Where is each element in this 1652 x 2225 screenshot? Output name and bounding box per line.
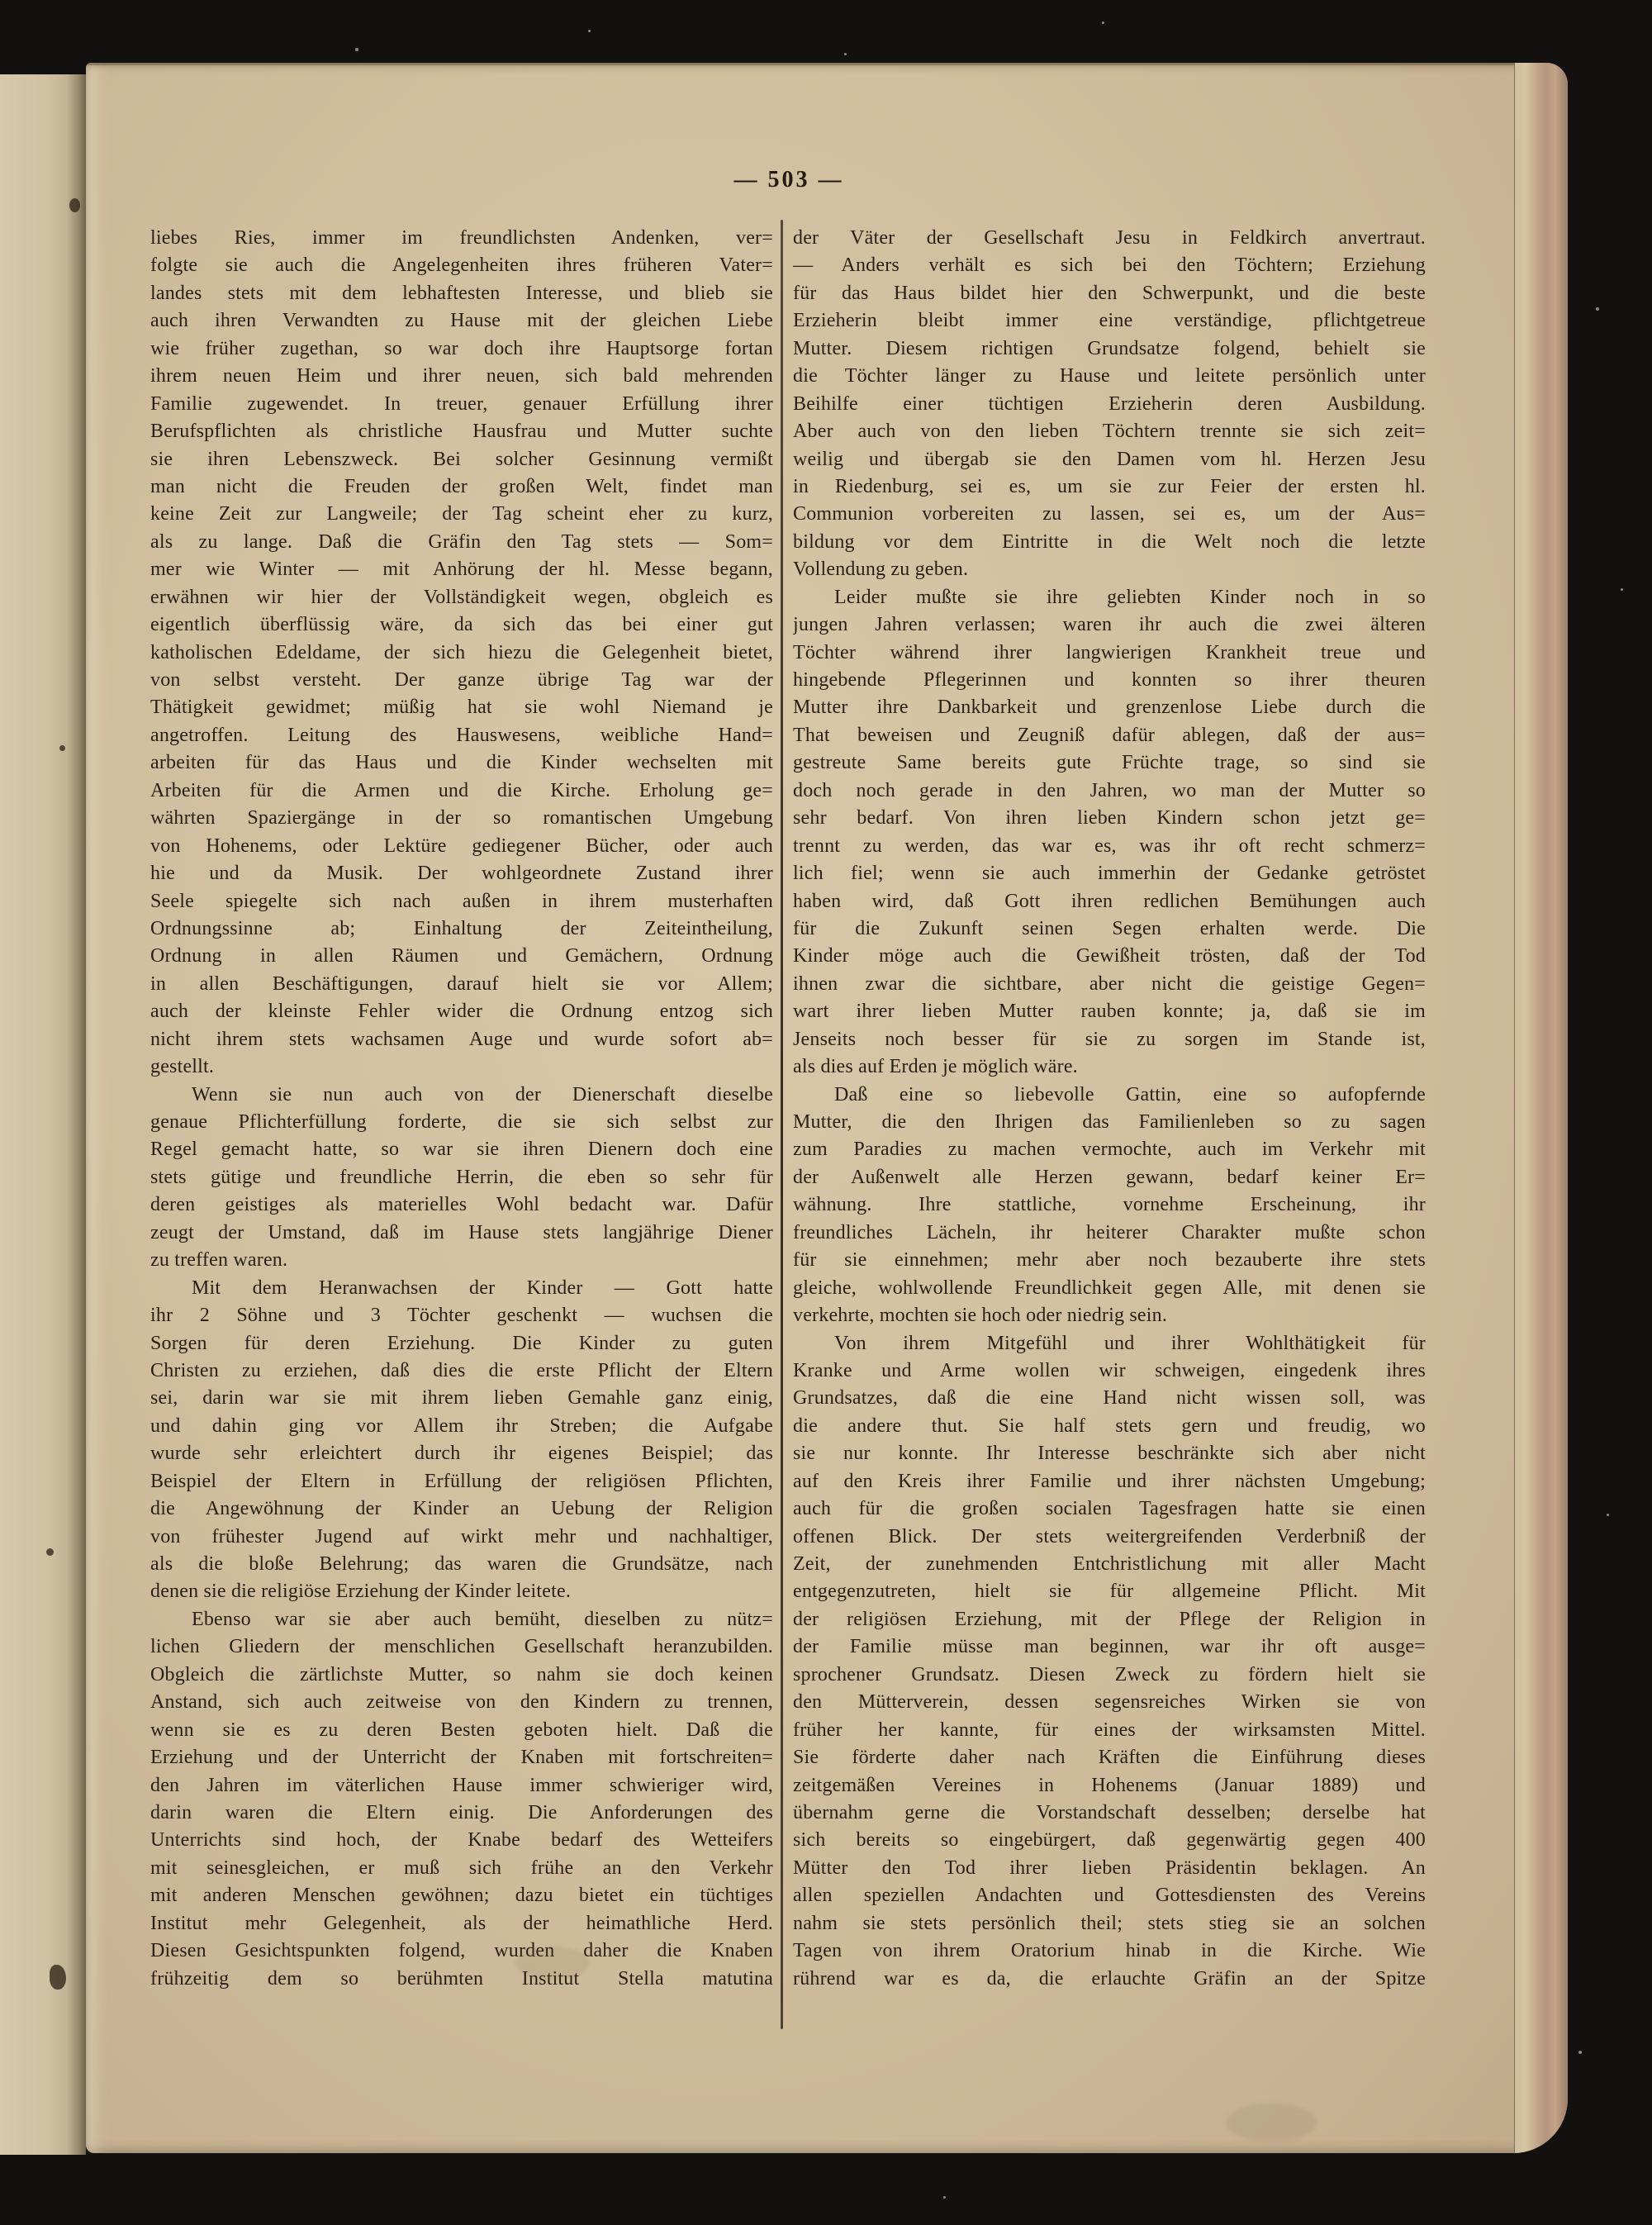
- text-line: von selbst versteht. Der ganze übrige Tag war der: [150, 669, 773, 691]
- text-line: Mutter. Diesem richtigen Grundsatze folgend, behielt sie: [793, 337, 1426, 359]
- text-line: sei, darin war sie mit ihrem lieben Gemahle ganz einig,: [150, 1387, 773, 1410]
- text-line: ihrem neuen Heim und ihrer neuen, sich bald mehrenden: [150, 365, 773, 387]
- text-line: Grundsatzes, daß die eine Hand nicht wissen soll, was: [793, 1387, 1426, 1410]
- dust-speck: [1578, 2051, 1582, 2054]
- text-line: Wenn sie nun auch von der Dienerschaft dieselbe: [192, 1083, 773, 1105]
- text-line: Mit dem Heranwachsen der Kinder — Gott hatte: [192, 1277, 773, 1299]
- text-line: Anstand, sich auch zeitweise von den Kindern zu trennen,: [150, 1691, 773, 1714]
- text-line: bildung vor dem Eintritte in die Welt noch die letzte: [793, 530, 1426, 553]
- dust-speck: [1596, 307, 1599, 311]
- text-line: Mutter, die den Ihrigen das Familienleben so zu sagen: [793, 1111, 1426, 1133]
- text-line: mit seinesgleichen, er muß sich frühe an den Verkehr: [150, 1857, 773, 1879]
- dust-speck: [1607, 1514, 1609, 1516]
- text-line: arbeiten für das Haus und die Kinder wechselten mit: [150, 752, 773, 774]
- text-line: weilig und übergab sie den Damen vom hl. Herzen Jesu: [793, 448, 1426, 470]
- text-line: — Anders verhält es sich bei den Töchtern; Erziehung: [793, 254, 1426, 277]
- text-line: angetroffen. Leitung des Hauswesens, weibliche Hand=: [150, 724, 773, 746]
- text-line: katholischen Edeldame, der sich hiezu die Gelegenheit bietet,: [150, 641, 773, 663]
- text-line: hie und da Musik. Der wohlgeordnete Zustand ihrer: [150, 863, 773, 885]
- text-line: zeitgemäßen Vereines in Hohenems (Januar 1889) und: [793, 1774, 1426, 1796]
- text-line: als die bloße Belehrung; das waren die Grundsätze, nach: [150, 1553, 773, 1575]
- page-top-edge: [86, 63, 1568, 65]
- facing-page-edge: [0, 74, 86, 2155]
- text-line: Jenseits noch besser für sie zu sorgen im Stande ist,: [793, 1028, 1426, 1050]
- text-line: allen speziellen Andachten und Gottesdiensten des Vereins: [793, 1885, 1426, 1907]
- text-line: Unterrichts sind hoch, der Knabe bedarf des Wetteifers: [150, 1829, 773, 1852]
- text-line: Diesen Gesichtspunkten folgend, wurden daher die Knaben: [150, 1940, 773, 1962]
- text-line: zu treffen waren.: [150, 1249, 288, 1272]
- text-line: denen sie die religiöse Erziehung der Kinder leitete.: [150, 1581, 572, 1603]
- text-line: wurde sehr erleichtert durch ihr eigenes Beispiel; das: [150, 1443, 773, 1465]
- text-line: deren geistiges als materielles Wohl bedacht war. Dafür: [150, 1194, 773, 1216]
- text-line: der Familie müsse man beginnen, war ihr oft ausge=: [793, 1636, 1426, 1658]
- text-line: zum Paradies zu machen vermochte, auch im Verkehr mit: [793, 1139, 1426, 1161]
- page-blemish: [59, 745, 65, 751]
- text-line: der religiösen Erziehung, mit der Pflege der Religion in: [793, 1608, 1426, 1630]
- text-line: Tagen von ihrem Oratorium hinab in die Kirche. Wie: [793, 1940, 1426, 1962]
- text-line: gestellt.: [150, 1056, 215, 1078]
- text-line: als zu lange. Daß die Gräfin den Tag stets — Som=: [150, 530, 773, 553]
- text-line: Erzieherin bleibt immer eine verständige, pflichtgetreue: [793, 310, 1426, 332]
- text-line: Beihilfe einer tüchtigen Erzieherin deren Ausbildung.: [793, 392, 1426, 415]
- text-line: frühzeitig dem so berühmten Institut Stella matutina: [150, 1967, 773, 1990]
- text-line: Institut mehr Gelegenheit, als der heimathliche Herd.: [150, 1912, 773, 1934]
- text-line: als dies auf Erden je möglich wäre.: [793, 1056, 1078, 1078]
- text-line: Von ihrem Mitgefühl und ihrer Wohlthätigkeit für: [834, 1332, 1426, 1354]
- text-line: offenen Blick. Der stets weitergreifenden Verderbniß der: [793, 1525, 1426, 1548]
- text-line: liebes Ries, immer im freundlichsten Andenken, ver=: [150, 227, 773, 249]
- text-line: auf den Kreis ihrer Familie und ihrer nächsten Umgebung;: [793, 1470, 1426, 1492]
- page-blemish: [46, 1548, 54, 1556]
- text-line: übernahm gerne die Vorstandschaft desselben; derselbe hat: [793, 1801, 1426, 1823]
- text-line: nahm sie stets persönlich theil; stets stieg sie an solchen: [793, 1912, 1426, 1934]
- text-line: nicht ihrem stets wachsamen Auge und wurde sofort ab=: [150, 1028, 773, 1050]
- dust-speck: [588, 30, 591, 32]
- text-line: und dahin ging vor Allem ihr Streben; die Aufgabe: [150, 1414, 773, 1437]
- text-line: für die Zukunft seinen Segen erhalten werde. Die: [793, 917, 1426, 939]
- text-line: sehr bedarf. Von ihren lieben Kindern schon jetzt ge=: [793, 807, 1426, 830]
- text-line: Zeit, der zunehmenden Entchristlichung mit aller Macht: [793, 1553, 1426, 1575]
- text-line: ihr 2 Söhne und 3 Töchter geschenkt — wuchsen die: [150, 1305, 773, 1327]
- text-line: auch ihren Verwandten zu Hause mit der gleichen Liebe: [150, 310, 773, 332]
- text-line: gleiche, wohlwollende Freundlichkeit gegen Alle, mit denen sie: [793, 1277, 1426, 1299]
- text-line: wähnung. Ihre stattliche, vornehme Erscheinung, ihr: [793, 1194, 1426, 1216]
- text-line: mit anderen Menschen gewöhnen; dazu bietet ein tüchtiges: [150, 1885, 773, 1907]
- text-line: verkehrte, mochten sie hoch oder niedrig sein.: [793, 1305, 1168, 1327]
- text-line: von frühester Jugend auf wirkt mehr und nachhaltiger,: [150, 1525, 773, 1548]
- text-line: währten Spaziergänge in der so romantischen Umgebung: [150, 807, 773, 830]
- dust-speck: [355, 48, 358, 51]
- right-column: [793, 225, 1426, 1993]
- book-page: [86, 63, 1568, 2153]
- page-number: — 503 —: [733, 167, 844, 193]
- text-line: stets gütige und freundliche Herrin, die eben so sehr für: [150, 1166, 773, 1188]
- text-line: freundliches Lächeln, ihr heiterer Charakter mußte schon: [793, 1221, 1426, 1243]
- text-line: Erziehung und der Unterricht der Knaben mit fortschreiten=: [150, 1747, 773, 1769]
- text-line: That beweisen und Zeugniß dafür ablegen, daß der aus=: [793, 724, 1426, 746]
- page-edge-stack: [1514, 63, 1568, 2153]
- text-line: früher her kannte, für eines der wirksamsten Mittel.: [793, 1719, 1426, 1741]
- text-line: lichen Gliedern der menschlichen Gesellschaft heranzubilden.: [150, 1636, 773, 1658]
- text-line: Beispiel der Eltern in Erfüllung der religiösen Pflichten,: [150, 1470, 773, 1492]
- text-line: entgegenzutreten, hielt sie für allgemeine Pflicht. Mit: [793, 1581, 1426, 1603]
- text-line: für das Haus bildet hier den Schwerpunkt, und die beste: [793, 282, 1426, 304]
- text-line: darin waren die Eltern einig. Die Anforderungen des: [150, 1801, 773, 1823]
- text-line: für sie einnehmen; mehr aber noch bezauberte ihre stets: [793, 1249, 1426, 1272]
- text-line: Regel gemacht hatte, so war sie ihren Dienern doch eine: [150, 1139, 773, 1161]
- dust-speck: [1102, 21, 1104, 24]
- text-line: rührend war es da, die erlauchte Gräfin an der Spitze: [793, 1967, 1426, 1990]
- text-line: Communion vorbereiten zu lassen, sei es, um der Aus=: [793, 503, 1426, 525]
- paper-stain: [515, 1947, 590, 1980]
- text-line: trennt zu werden, das war es, was ihr oft recht schmerz=: [793, 834, 1426, 857]
- text-line: keine Zeit zur Langweile; der Tag scheint eher zu kurz,: [150, 503, 773, 525]
- text-line: wart ihrer lieben Mutter rauben konnte; ja, daß sie im: [793, 1001, 1426, 1023]
- text-line: Obgleich die zärtlichste Mutter, so nahm sie doch keinen: [150, 1663, 773, 1685]
- text-line: Arbeiten für die Armen und die Kirche. Erholung ge=: [150, 779, 773, 801]
- text-line: genaue Pflichterfüllung forderte, die sie sich selbst zur: [150, 1111, 773, 1133]
- text-line: Seele spiegelte sich nach außen in ihrem musterhaften: [150, 890, 773, 912]
- left-column: [150, 225, 773, 1993]
- page-blemish: [50, 1965, 66, 1990]
- text-line: Ordnung in allen Räumen und Gemächern, Ordnung: [150, 945, 773, 967]
- dust-speck: [1621, 588, 1623, 591]
- dust-speck: [943, 2196, 946, 2199]
- text-line: die Töchter länger zu Hause und leitete persönlich unter: [793, 365, 1426, 387]
- text-line: Mutter ihre Dankbarkeit und grenzenlose Liebe durch die: [793, 697, 1426, 719]
- text-line: Familie zugewendet. In treuer, genauer Erfüllung ihrer: [150, 392, 773, 415]
- paper-stain: [1226, 2104, 1317, 2142]
- text-line: sprochener Grundsatz. Diesen Zweck zu fördern hielt sie: [793, 1663, 1426, 1685]
- text-line: die Angewöhnung der Kinder an Uebung der Religion: [150, 1498, 773, 1520]
- text-line: Kinder möge auch die Gewißheit trösten, daß der Tod: [793, 945, 1426, 967]
- text-line: den Mütterverein, dessen segensreiches Wirken sie von: [793, 1691, 1426, 1714]
- text-line: Ebenso war sie aber auch bemüht, dieselben zu nütz=: [192, 1608, 773, 1630]
- text-line: lich fiel; wenn sie auch immerhin der Gedanke getröstet: [793, 863, 1426, 885]
- text-line: Sorgen für deren Erziehung. Die Kinder zu guten: [150, 1332, 773, 1354]
- text-line: gestreute Same bereits gute Früchte trage, so sind sie: [793, 752, 1426, 774]
- text-line: auch der kleinste Fehler wider die Ordnung entzog sich: [150, 1001, 773, 1023]
- text-line: sich bereits so eingebürgert, daß gegenwärtig gegen 400: [793, 1829, 1426, 1852]
- text-line: Vollendung zu geben.: [793, 559, 969, 581]
- text-line: Aber auch von den lieben Töchtern trennte sie sich zeit=: [793, 421, 1426, 443]
- text-line: jungen Jahren verlassen; waren ihr auch die zwei älteren: [793, 614, 1426, 636]
- text-line: eigentlich überflüssig wäre, da sich das bei einer gut: [150, 614, 773, 636]
- text-line: mer wie Winter — mit Anhörung der hl. Messe begann,: [150, 559, 773, 581]
- text-line: man nicht die Freuden der großen Welt, findet man: [150, 475, 773, 497]
- text-line: wenn sie es zu deren Besten geboten hielt. Daß die: [150, 1719, 773, 1741]
- text-line: Töchter während ihrer langwierigen Krankheit treue und: [793, 641, 1426, 663]
- text-line: wie früher zugethan, so war doch ihre Hauptsorge fortan: [150, 337, 773, 359]
- column-divider: [781, 220, 783, 2029]
- text-line: in allen Beschäftigungen, darauf hielt sie vor Allem;: [150, 972, 773, 995]
- text-line: hingebende Pflegerinnen und konnten so ihrer theuren: [793, 669, 1426, 691]
- text-line: ihnen zwar die sichtbare, aber nicht die geistige Gegen=: [793, 972, 1426, 995]
- text-line: folgte sie auch die Angelegenheiten ihres früheren Vater=: [150, 254, 773, 277]
- text-line: auch für die großen socialen Tagesfragen hatte sie einen: [793, 1498, 1426, 1520]
- text-line: Ordnungssinne ab; Einhaltung der Zeiteintheilung,: [150, 917, 773, 939]
- text-line: in Riedenburg, sei es, um sie zur Feier der ersten hl.: [793, 475, 1426, 497]
- text-line: der Außenwelt alle Herzen gewann, bedarf keiner Er=: [793, 1166, 1426, 1188]
- text-line: Thätigkeit gewidmet; müßig hat sie wohl Niemand je: [150, 697, 773, 719]
- text-line: Kranke und Arme wollen wir schweigen, eingedenk ihres: [793, 1359, 1426, 1381]
- text-line: Berufspflichten als christliche Hausfrau und Mutter suchte: [150, 421, 773, 443]
- text-line: der Väter der Gesellschaft Jesu in Feldkirch anvertraut.: [793, 227, 1426, 249]
- text-line: Sie förderte daher nach Kräften die Einführung dieses: [793, 1747, 1426, 1769]
- text-line: Mütter den Tod ihrer lieben Präsidentin beklagen. An: [793, 1857, 1426, 1879]
- text-line: sie nur konnte. Ihr Interesse beschränkte sich aber nicht: [793, 1443, 1426, 1465]
- dust-speck: [844, 53, 847, 55]
- text-line: Daß eine so liebevolle Gattin, eine so aufopfernde: [834, 1083, 1426, 1105]
- text-line: doch noch gerade in den Jahren, wo man der Mutter so: [793, 779, 1426, 801]
- text-line: von Hohenems, oder Lektüre gediegener Bücher, oder auch: [150, 834, 773, 857]
- text-line: die andere thut. Sie half stets gern und freudig, wo: [793, 1414, 1426, 1437]
- text-line: landes stets mit dem lebhaftesten Interesse, und blieb sie: [150, 282, 773, 304]
- text-line: sie ihren Lebenszweck. Bei solcher Gesinnung vermißt: [150, 448, 773, 470]
- page-blemish: [69, 198, 80, 212]
- text-line: Christen zu erziehen, daß dies die erste Pflicht der Eltern: [150, 1359, 773, 1381]
- text-line: Leider mußte sie ihre geliebten Kinder noch in so: [834, 586, 1426, 608]
- text-line: erwähnen wir hier der Vollständigkeit wegen, obgleich es: [150, 586, 773, 608]
- text-line: den Jahren im väterlichen Hause immer schwieriger wird,: [150, 1774, 773, 1796]
- text-line: zeugt der Umstand, daß im Hause stets langjährige Diener: [150, 1221, 773, 1243]
- text-line: haben wird, daß Gott ihren redlichen Bemühungen auch: [793, 890, 1426, 912]
